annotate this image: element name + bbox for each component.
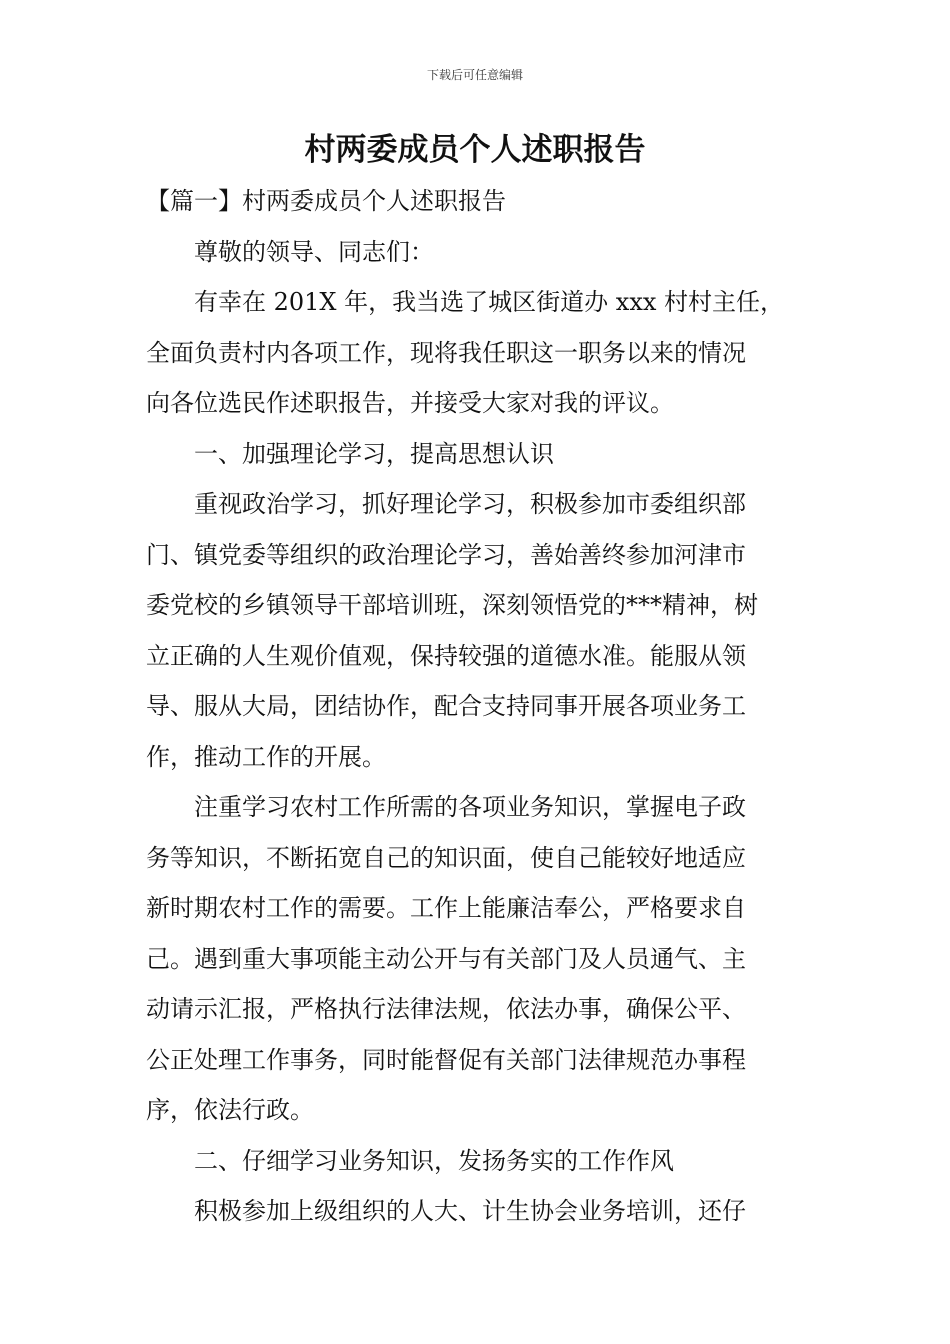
body-line: 全面负责村内各项工作，现将我任职这一职务以来的情况 [146, 338, 746, 367]
body-line: 重视政治学习，抓好理论学习，积极参加市委组织部 [194, 490, 746, 518]
body-line: 【篇一】村两委成员个人述职报告 [146, 187, 506, 215]
body-line: 己。遇到重大事项能主动公开与有关部门及人员通气、主 [146, 944, 746, 973]
body-line: 公正处理工作事务，同时能督促有关部门法律规范办事程 [146, 1045, 746, 1074]
body-line: 导、服从大局，团结协作，配合支持同事开展各项业务工 [146, 692, 746, 720]
body-line: 作，推动工作的开展。 [146, 742, 386, 771]
body-line: 立正确的人生观价值观，保持较强的道德水准。能服从领 [146, 641, 746, 670]
body-line: 向各位选民作述职报告，并接受大家对我的评议。 [146, 389, 674, 417]
body-line: 委党校的乡镇领导干部培训班，深刻领悟党的***精神，树 [146, 591, 758, 619]
document-body [146, 176, 808, 1237]
body-line: 有幸在 201X 年，我当选了城区街道办 xxx 村村主任， [194, 288, 785, 316]
body-line: 注重学习农村工作所需的各项业务知识，掌握电子政 [194, 793, 746, 821]
body-line: 一、加强理论学习，提高思想认识 [194, 439, 554, 468]
body-line: 动请示汇报，严格执行法律法规，依法办事，确保公平、 [146, 995, 746, 1023]
header-note: 下载后可任意编辑 [426, 68, 523, 82]
body-line: 尊敬的领导、同志们： [194, 237, 434, 266]
body-line: 二、仔细学习业务知识，发扬务实的工作作风 [194, 1146, 674, 1175]
body-line: 序，依法行政。 [146, 1096, 314, 1124]
body-line: 门、镇党委等组织的政治理论学习，善始善终参加河津市 [146, 540, 746, 569]
body-line: 积极参加上级组织的人大、计生协会业务培训，还仔 [194, 1197, 746, 1225]
body-line: 新时期农村工作的需要。工作上能廉洁奉公，严格要求自 [146, 894, 746, 922]
body-line: 务等知识，不断拓宽自己的知识面，使自己能较好地适应 [146, 843, 746, 872]
document-title: 村两委成员个人述职报告 [304, 132, 646, 168]
